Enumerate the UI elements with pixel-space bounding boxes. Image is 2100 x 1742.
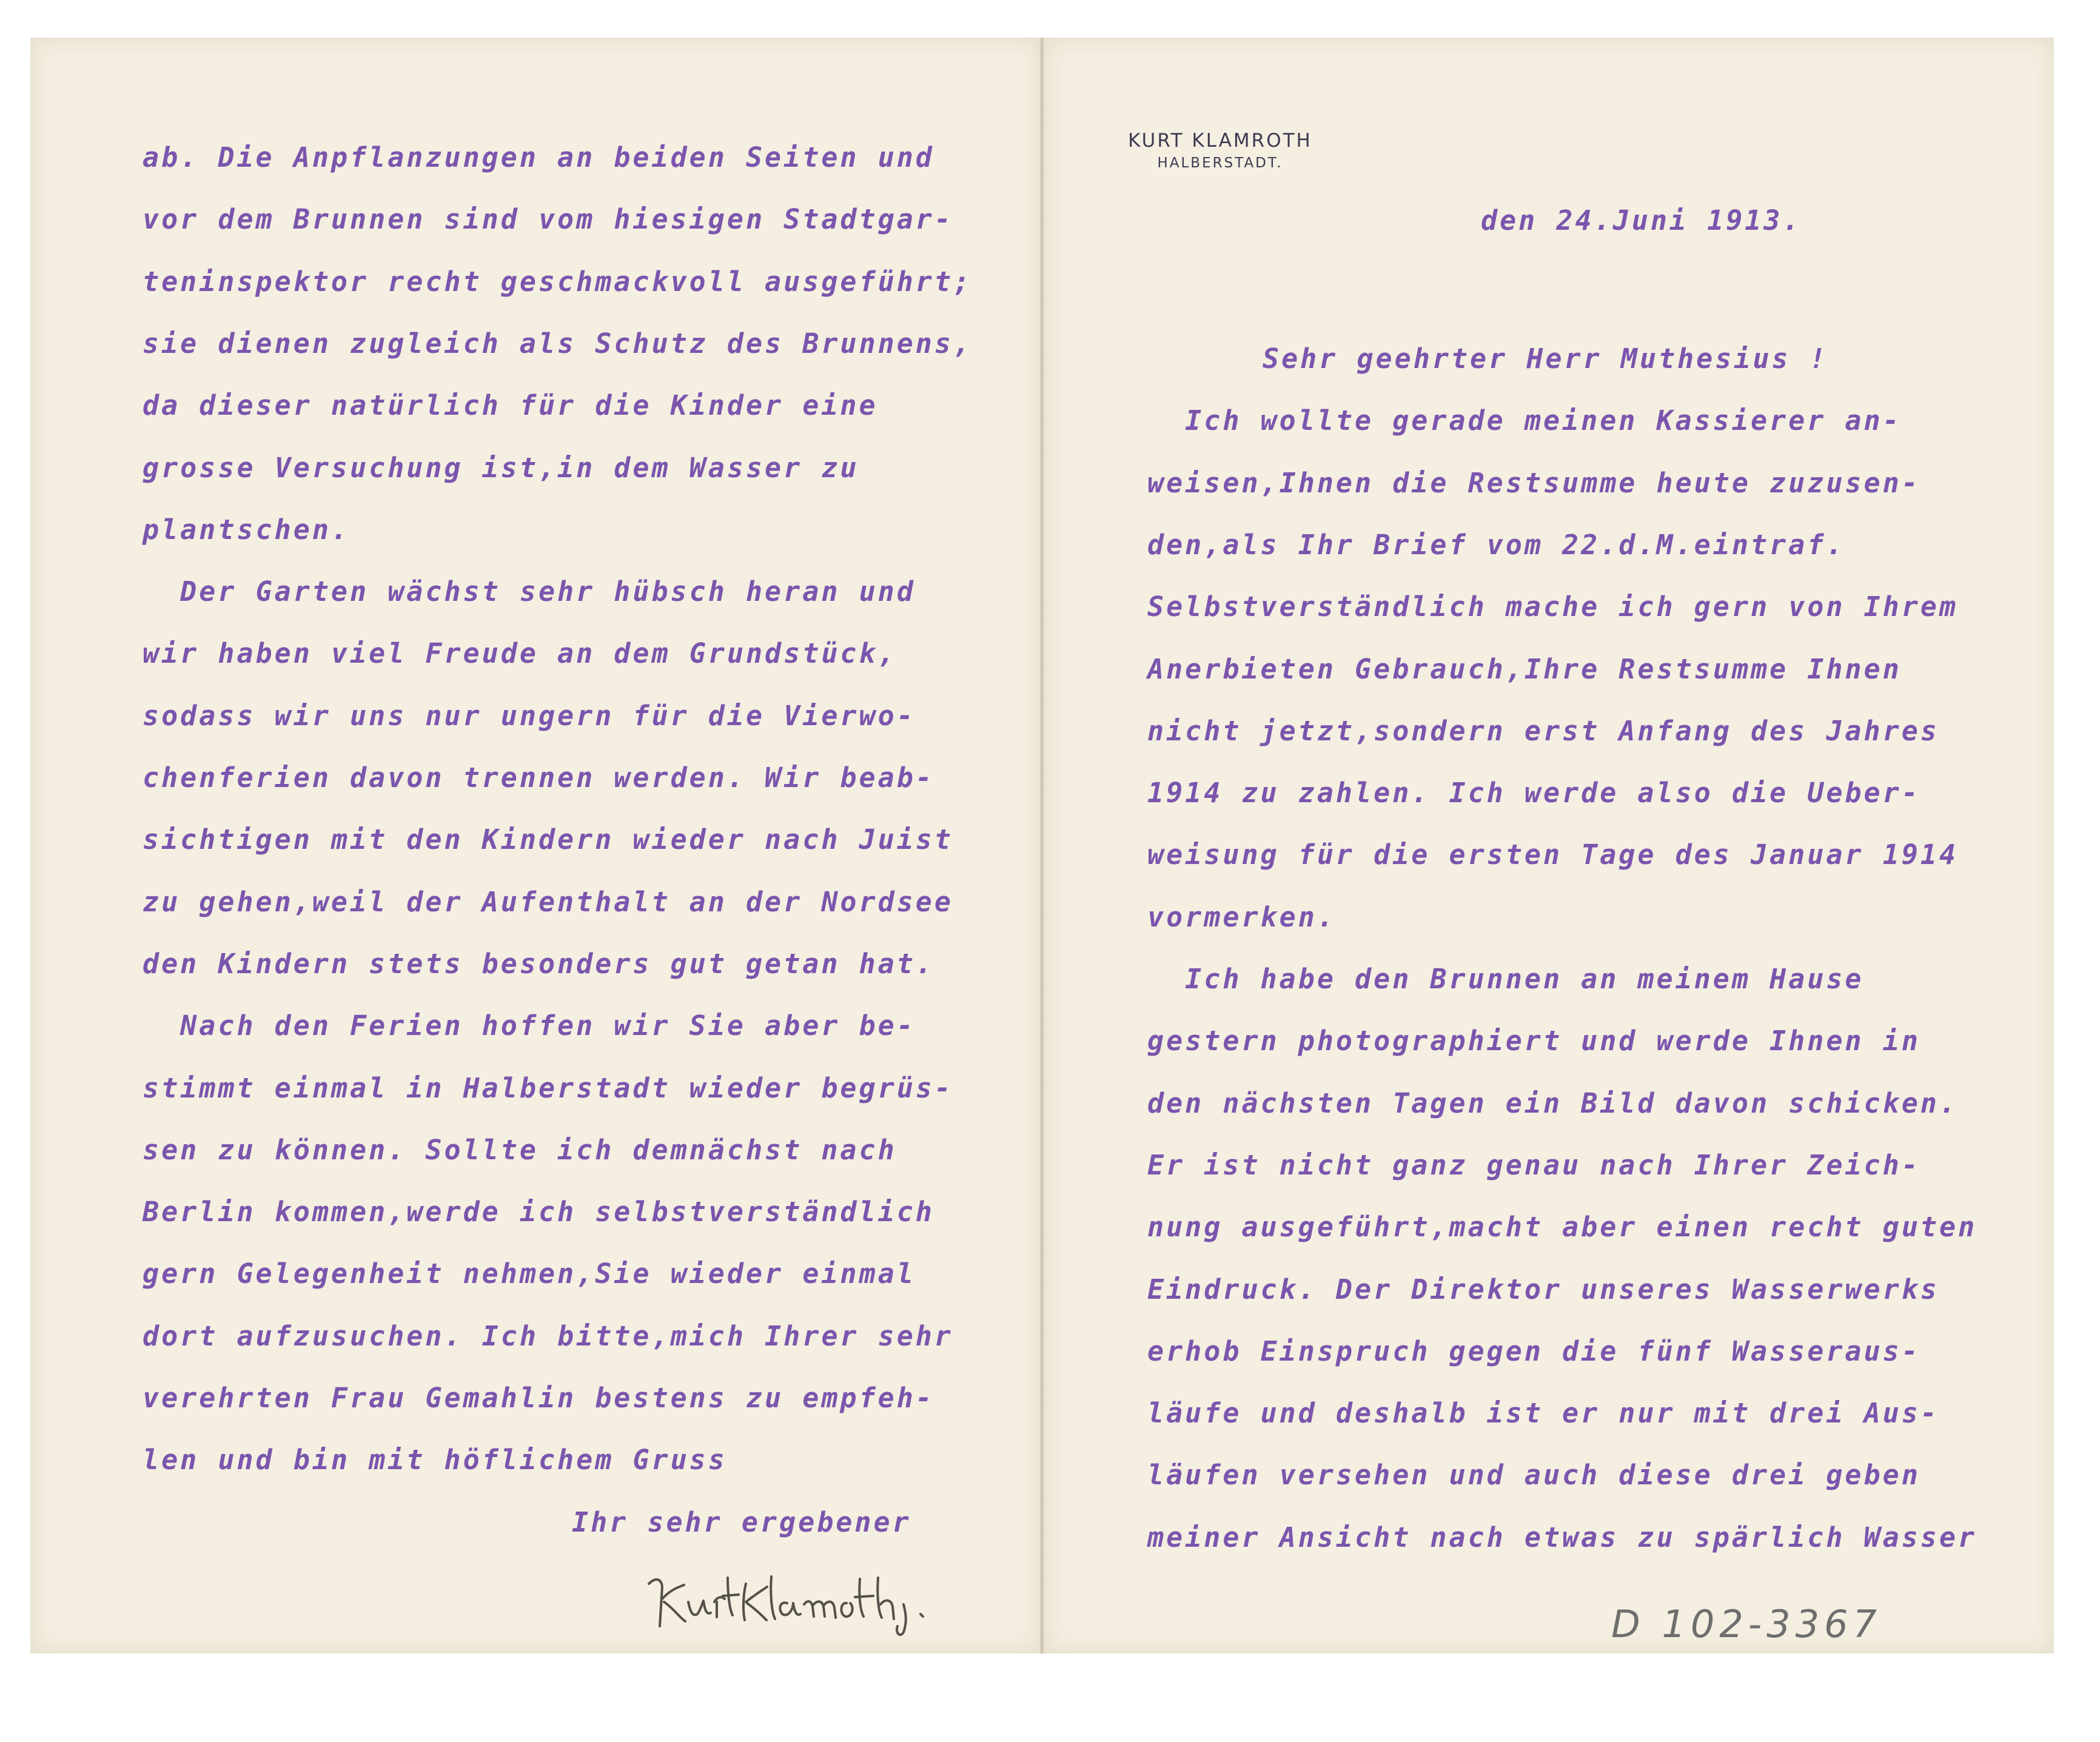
text-line: vor dem Brunnen sind vom hiesigen Stadtgar- xyxy=(143,203,953,236)
text-line: gern Gelegenheit nehmen,Sie wieder einmal xyxy=(143,1258,916,1290)
text-line: den,als Ihr Brief vom 22.d.M.eintraf. xyxy=(1147,528,1845,561)
page-fold xyxy=(1040,38,1044,1653)
text-line: sichtigen mit den Kindern wieder nach Juist xyxy=(143,823,953,856)
right-page-text-block xyxy=(1044,38,2054,1653)
left-letter-page xyxy=(30,38,1040,1653)
text-line: plantschen. xyxy=(143,513,351,546)
archive-reference-mark: D 102-3367 xyxy=(1611,1602,1882,1646)
text-line: 1914 zu zahlen. Ich werde also die Ueber- xyxy=(1147,777,1921,809)
text-line: den Kindern stets besonders gut getan hat. xyxy=(143,947,934,980)
text-line: grosse Versuchung ist,in dem Wasser zu xyxy=(143,451,859,484)
text-line: meiner Ansicht nach etwas zu spärlich Wasser xyxy=(1147,1521,1978,1553)
text-line: Ich wollte gerade meinen Kassierer an- xyxy=(1147,404,1902,437)
text-line: Sehr geehrter Herr Muthesius ! xyxy=(1263,343,1828,375)
text-line: verehrten Frau Gemahlin bestens zu empfeh- xyxy=(143,1382,934,1414)
letterhead-name: KURT KLAMROTH xyxy=(1128,130,1312,152)
right-letter-page xyxy=(1044,38,2054,1653)
text-line: da dieser natürlich für die Kinder eine xyxy=(143,389,878,422)
handwritten-signature xyxy=(637,1541,940,1638)
text-line: gestern photographiert und werde Ihnen in xyxy=(1147,1025,1921,1057)
text-line: Ich habe den Brunnen an meinem Hause xyxy=(1147,963,1864,995)
text-line: vormerken. xyxy=(1147,900,1336,933)
text-line: len und bin mit höflichem Gruss xyxy=(143,1444,727,1476)
text-line: Berlin kommen,werde ich selbstverständlich xyxy=(143,1196,934,1228)
text-line: ab. Die Anpflanzungen an beiden Seiten und xyxy=(143,141,934,173)
text-line: chenferien davon trennen werden. Wir beab- xyxy=(143,762,934,794)
text-line: weisen,Ihnen die Restsumme heute zuzusen- xyxy=(1147,466,1921,499)
text-line: sodass wir uns nur ungern für die Vierwo- xyxy=(143,699,916,732)
text-line: Er ist nicht ganz genau nach Ihrer Zeich- xyxy=(1147,1148,1921,1181)
text-line: nung ausgeführt,macht aber einen recht guten xyxy=(1147,1211,1978,1244)
letterhead-city: HALBERSTADT. xyxy=(1157,155,1283,171)
text-line: erhob Einspruch gegen die fünf Wasseraus- xyxy=(1147,1335,1921,1367)
text-line: den nächsten Tagen ein Bild davon schicken. xyxy=(1147,1087,1958,1119)
text-line: stimmt einmal in Halberstadt wieder begrüs- xyxy=(143,1071,953,1104)
text-line: Selbstverständlich mache ich gern von Ihrem xyxy=(1147,591,1958,623)
text-line: teninspektor recht geschmackvoll ausgeführt; xyxy=(143,265,973,298)
letter-date: den 24.Juni 1913. xyxy=(1481,204,1802,236)
text-line: weisung für die ersten Tage des Januar 1914 xyxy=(1147,839,1958,871)
text-line: wir haben viel Freude an dem Grundstück, xyxy=(143,637,897,670)
text-line: läufe und deshalb ist er nur mit drei Aus- xyxy=(1147,1397,1939,1430)
text-line: dort aufzusuchen. Ich bitte,mich Ihrer sehr xyxy=(143,1319,953,1352)
text-line: Nach den Ferien hoffen wir Sie aber be- xyxy=(143,1010,916,1042)
text-line: läufen versehen und auch diese drei geben xyxy=(1147,1459,1921,1492)
text-line: sie dienen zugleich als Schutz des Brunnens, xyxy=(143,327,973,360)
text-line: Anerbieten Gebrauch,Ihre Restsumme Ihnen xyxy=(1147,652,1902,685)
text-line: sen zu können. Sollte ich demnächst nach xyxy=(143,1133,897,1166)
text-line: Der Garten wächst sehr hübsch heran und xyxy=(143,575,916,608)
text-line: zu gehen,weil der Aufenthalt an der Nordsee xyxy=(143,885,953,918)
text-line: nicht jetzt,sondern erst Anfang des Jahres xyxy=(1147,714,1939,747)
text-line: Eindruck. Der Direktor unseres Wasserwerks xyxy=(1147,1273,1939,1305)
text-line: Ihr sehr ergebener xyxy=(572,1506,911,1538)
left-page-text-block xyxy=(30,38,1040,1653)
